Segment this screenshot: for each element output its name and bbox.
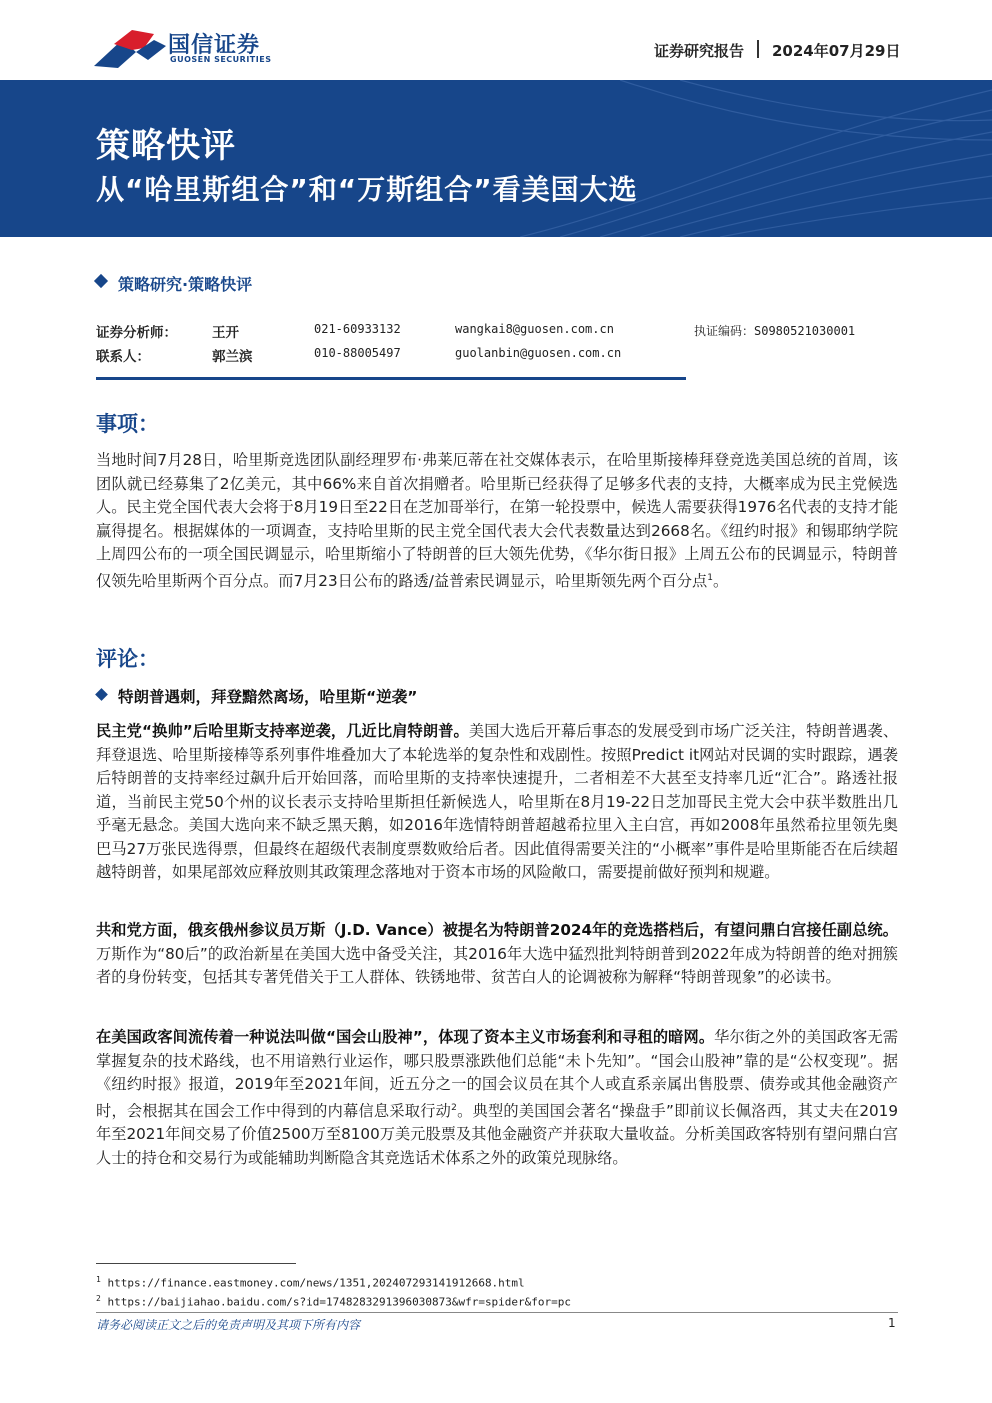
analyst-divider — [96, 377, 686, 380]
comment-heading: 评论： — [96, 647, 159, 671]
paragraph-1: 民主党“换帅”后哈里斯支持率逆袭，几近比肩特朗普。美国大选后开幕后事态的发展受到市场广泛关注，特朗普遇袭、拜登退选、哈里斯接棒等系列事件堆叠加大了本轮选举的复杂性和戏剧性。按照Predict it网站对民调的实时跟踪，遇袭后特朗普的支持率经过飙升后开始回落，而哈里斯的支持率快速提升，二者相差不大甚至支持率几近“汇合”。路透社报道，当前民主党50个州的议长表示支持哈里斯担任新候选人，哈里斯在8月19-22日芝加哥民主党大会中获半数胜出几乎毫无悬念。美国大选向来不缺乏黑天鹅，如2016年选情特朗普超越希拉里入主白宫，再如2008年虽然希拉里领先奥巴马27万张民选得票，但最终在超级代表制度票数败给后者。因此值得需要关注的“小概率”事件是哈里斯能否在后续超越特朗普，如果尾部效应释放则其政策理念落地对于资本市场的风险敞口，需要提前做好预判和规避。 — [96, 722, 899, 881]
footnote-link[interactable]: https://finance.eastmoney.com/news/1351,202407293141912668.html — [107, 1276, 525, 1290]
report-type: 证券研究报告 — [653, 42, 744, 60]
paragraph-3: 在美国政客间流传着一种说法叫做“国会山股神”，体现了资本主义市场套利和寻租的暗网。华尔街之外的美国政客无需掌握复杂的技术路线，也不用谙熟行业运作，哪只股票涨跌他们总能“未卜先知”。“国会山股神”靠的是“公权变现”。据《纽约时报》报道，2019年至2021年间，近五分之一的国会议员在其个人或直系亲属出售股票、债券或其他金融资产时，会根据其在国会工作中得到的内幕信息采取行动$^2$。典型的美国国会著名“操盘手”即前议长佩洛西，其丈夫在2019年至2021年间交易了价值2500万至8100万美元股票及其他金融资产并获取大量收益。分析美国政客特别有望问鼎白宫人士的持仓和交易行为或能辅助判断隐含其竞选话术体系之外的政策兑现脉络。 — [96, 1028, 899, 1167]
footnote-divider — [96, 1263, 296, 1264]
banner-decoration — [520, 80, 992, 237]
contact-email[interactable]: guolanbin@guosen.com.cn — [455, 346, 622, 360]
footnote-ref-2[interactable]: 2 — [451, 1102, 457, 1113]
contact-name: 郭兰滨 — [212, 349, 253, 365]
analyst-cert: 执证编码：S0980521030001 — [694, 324, 856, 338]
diamond-bullet-icon — [95, 688, 108, 701]
analyst-role: 证券分析师： — [96, 325, 177, 341]
brand-name-english: GUOSEN SECURITIES — [170, 55, 272, 64]
report-date: 2024年07月29日 — [772, 42, 901, 60]
footnote-link[interactable]: https://baijiahao.baidu.com/s?id=1748283291396030873&wfr=spider&for=pc — [107, 1295, 572, 1309]
brand-name: 国信证券 — [168, 33, 261, 58]
report-title: 从“哈里斯组合”和“万斯组合”看美国大选 — [96, 173, 638, 206]
section-tag: 策略研究·策略快评 — [118, 275, 253, 294]
footnote-2: $^2$ https://baijiahao.baidu.com/s?id=1748283291396030873&wfr=spider&for=pc — [96, 1294, 572, 1309]
guosen-logo-icon — [92, 26, 172, 70]
contact-phone: 010-88005497 — [314, 346, 401, 360]
report-category: 策略快评 — [96, 126, 236, 166]
event-heading: 事项： — [96, 412, 159, 436]
footer-divider — [96, 1312, 898, 1313]
disclaimer-text: 请务必阅读正文之后的免责声明及其项下所有内容 — [96, 1318, 361, 1332]
paragraph-2: 共和党方面，俄亥俄州参议员万斯（J.D. Vance）被提名为特朗普2024年的竞选搭档后，有望问鼎白宫接任副总统。万斯作为“80后”的政治新星在美国大选中备受关注，其2016年大选中猛烈批判特朗普到2022年成为特朗普的绝对拥簇者的身份转变，包括其专著凭借关于工人群体、铁锈地带、贫苦白人的论调被称为解释“特朗普现象”的必读书。 — [96, 921, 898, 986]
sub-heading: 特朗普遇刺，拜登黯然离场，哈里斯“逆袭” — [118, 688, 418, 706]
event-paragraph: 当地时间7月28日，哈里斯竞选团队副经理罗布·弗莱厄蒂在社交媒体表示，在哈里斯接棒拜登竞选美国总统的首周，该团队就已经募集了2亿美元，其中66%来自首次捐赠者。哈里斯已经获得了足够多代表的支持，大概率成为民主党候选人。民主党全国代表大会将于8月19日至22日在芝加哥举行，在第一轮投票中，候选人需要获得1976名代表的支持才能赢得提名。根据媒体的一项调查，支持哈里斯的民主党全国代表大会代表数量达到2668名。《纽约时报》和锡耶纳学院上周四公布的一项全国民调显示，哈里斯缩小了特朗普的巨大领先优势，《华尔街日报》上周五公布的民调显示，特朗普仅领先哈里斯两个百分点。而7月23日公布的路透/益普索民调显示，哈里斯领先两个百分点$^1$。 — [96, 451, 898, 590]
footnote-ref-1[interactable]: 1 — [707, 572, 713, 583]
header-divider — [757, 40, 759, 58]
page-number: 1 — [888, 1316, 896, 1330]
analyst-phone: 021-60933132 — [314, 322, 401, 336]
analyst-name: 王开 — [212, 325, 239, 341]
analyst-email[interactable]: wangkai8@guosen.com.cn — [455, 322, 614, 336]
contact-role: 联系人： — [96, 349, 150, 365]
footnote-1: $^1$ https://finance.eastmoney.com/news/1351,202407293141912668.html — [96, 1275, 525, 1290]
diamond-bullet-icon — [94, 274, 108, 288]
